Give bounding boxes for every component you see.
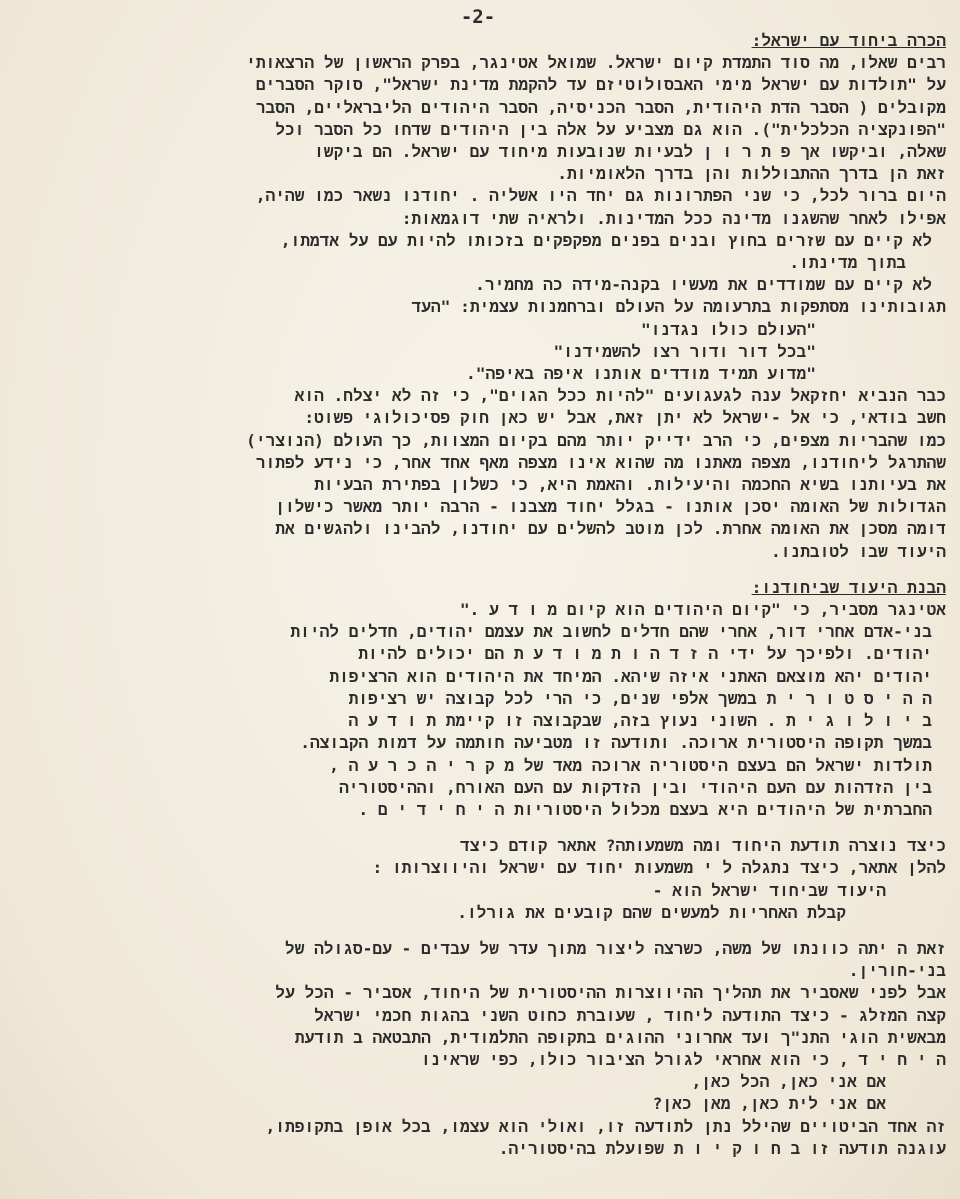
text-line: שאלה, וביקשו אך פ ת ר ו ן לבעיות שנובעות מיחוד עם ישראל. הם ביקשו — [314, 142, 946, 162]
text-line: שהתרגל ליחודנו, מצפה מאתנו מה שהוא אינו מצפה מאף אחד אחר, כי נידע לפתור — [255, 452, 946, 472]
text-line: יהודים יהא מוצאם האתני איזה שיהא. המיחד את היהודים הוא הרציפות — [329, 666, 932, 686]
text-line: בני-אדם אחרי דור, אחרי שהם חדלים לחשוב את עצמם יהודים, חדלים להיות — [290, 622, 932, 642]
text-line: ה י ח י ד , כי הוא אחראי לגורל הציבור כולו, כפי שראינו — [420, 1049, 946, 1069]
text-line: ב י ו ל ו ג י ת . השוני נעוץ בזה, שבקבוצה זו קיימת ת ו ד ע ה — [348, 711, 932, 731]
text-line: אם אני כאן, הכל כאן, — [691, 1072, 886, 1092]
text-line: יהודים. ולפיכך על ידי ה ז ד ה ו ת מ ו ד ע ת הם יכולים להיות — [358, 644, 932, 664]
text-line: מקובלים ( הסבר הדת היהודית, הסבר הכניסיה, הסבר היהודים הליבראליים, הסבר — [255, 97, 946, 117]
text-line: "הפונקציה הכלכלית"). הוא גם מצביע על אלה בין היהודים שדחו כל הסבר וכל — [275, 119, 946, 139]
text-line: זאת ה יתה כוונתו של משה, כשרצה ליצור מתוך עדר של עבדים - עם-סגולה של — [284, 938, 946, 958]
text-line: אם אני לית כאן, מאן כאן? — [652, 1094, 886, 1114]
text-line: קבלת האחריות למעשים שהם קובעים את גורלו. — [457, 902, 846, 922]
paragraph-gap — [10, 563, 946, 577]
page-number: -2- — [460, 6, 496, 28]
text-line: היעוד שביחוד ישראל הוא - — [652, 880, 886, 900]
text-line: זה אחד הביטויים שהילל נתן לתודעה זו, ואולי הוא עצמו, בכל אופן בתקופתו, — [265, 1116, 946, 1136]
text-line: מבאשית הוגי התנ"ך ועד אחרוני ההוגים בתקופה התלמודית, התבטאה ב תודעת — [294, 1027, 946, 1047]
text-line: כיצד נוצרה תודעת היחוד ומה משמעותה? אתאר קודם כיצד — [460, 836, 946, 856]
text-line: היום ברור לכל, כי שני הפתרונות גם יחד היו אשליה . יחודנו נשאר כמו שהיה, — [255, 186, 946, 206]
section-heading: הבנת היעוד שביחודנו: — [751, 577, 946, 597]
text-line: "מדוע תמיד מודדים אותנו איפה באיפה". — [466, 364, 816, 384]
text-line: אבל לפני שאסביר את תהליך ההיווצרות ההיסטורית של היחוד, אסביר - הכל על — [275, 983, 946, 1003]
paragraph-gap — [10, 924, 946, 938]
text-line: לא קיים עם שמודדים את מעשיו בקנה-מידה כה מחמיר. — [475, 275, 932, 295]
text-line: בני-חורין. — [848, 961, 946, 981]
text-line: כמו שהבריות מצפים, כי הרב ידייק יותר מהם בקיום המצוות, כך העולם (הנוצרי) — [246, 430, 946, 450]
paragraph-gap — [10, 821, 946, 835]
text-line: לא קיים עם שזרים בחוץ ובנים בפנים מפקפקים בזכותו להיות עם על אדמתו, — [280, 230, 932, 250]
text-line: בין הזדהות עם העם היהודי ובין הזדקות עם העם האורח, וההיסטוריה — [339, 777, 932, 797]
text-line: ה ה י ס ט ו ר י ת במשך אלפי שנים, כי הרי לכל קבוצה יש רציפות — [348, 688, 932, 708]
text-line: חשב בודאי, כי אל -ישראל לא יתן זאת, אבל יש כאן חוק פסיכולוגי פשוט: — [304, 408, 946, 428]
text-line: אטינגר מסביר, כי "קיום היהודים הוא קיום מ ו ד ע ." — [459, 600, 946, 620]
text-line: את בעיותנו בשיא החכמה והיעילות. והאמת היא, כי כשלון בפתירת הבעיות — [314, 475, 946, 495]
text-line: "העולם כולו נגדנו" — [641, 319, 816, 339]
text-line: כבר הנביא יחזקאל ענה לגעגועים "להיות ככל הגוים", כי זה לא יצלח. הוא — [294, 386, 946, 406]
text-line: תולדות ישראל הם בעצם היסטוריה ארוכה מאד של מ ק ר י ה כ ר ע ה , — [329, 755, 932, 775]
text-line: רבים שאלו, מה סוד התמדת קיום ישראל. שמואל אטינגר, בפרק הראשון של הרצאותי — [246, 53, 946, 73]
text-line: דומה מסכן את האומה אחרת. לכן מוטב להשלים עם יחודנו, להבינו ולהגשים את — [275, 519, 946, 539]
text-line: במשך תקופה היסטורית ארוכה. ותודעה זו מטביעה חותמה על דמות הקבוצה. — [300, 733, 932, 753]
text-line: "בכל דור ודור רצו להשמידנו" — [553, 341, 816, 361]
text-line: הגדולות של האומה יסכן אותנו - בגלל יחוד מצבנו - הרבה יותר מאשר כישלון — [275, 497, 946, 517]
text-line: אפילו לאחר שהשגנו מדינה ככל המדינות. ולראיה שתי דוגמאות: — [401, 208, 946, 228]
text-line: תגובותינו מסתפקות בתרעומה על העולם וברחמנות עצמית: "העד — [411, 297, 946, 317]
section-heading: הכרה ביחוד עם ישראל: — [751, 31, 946, 50]
document-body — [10, 30, 946, 1160]
text-line: בתוך מדינתו. — [789, 253, 906, 273]
text-line: החברתית של היהודים היא בעצם מכלול היסטוריות ה י ח י ד י ם . — [358, 799, 932, 819]
text-line: עוגנה תודעה זו ב ח ו ק י ו ת שפועלת בהיסטוריה. — [498, 1138, 946, 1158]
text-line: זאת הן בדרך ההתבוללות והן בדרך הלאומיות. — [557, 164, 946, 184]
text-line: קצה המזלג - כיצד התודעה ליחוד , שעוברת כחוט השני בהגות חכמי ישראל — [314, 1005, 946, 1025]
text-line: היעוד שבו לטובתנו. — [771, 541, 946, 561]
text-line: על "תולדות עם ישראל מימי האבסולוטיזם עד להקמת מדינת ישראל", סוקר הסברים — [255, 75, 946, 95]
text-line: להלן אתאר, כיצד נתגלה ל י משמעות יחוד עם ישראל והיווצרותו : — [372, 858, 946, 878]
